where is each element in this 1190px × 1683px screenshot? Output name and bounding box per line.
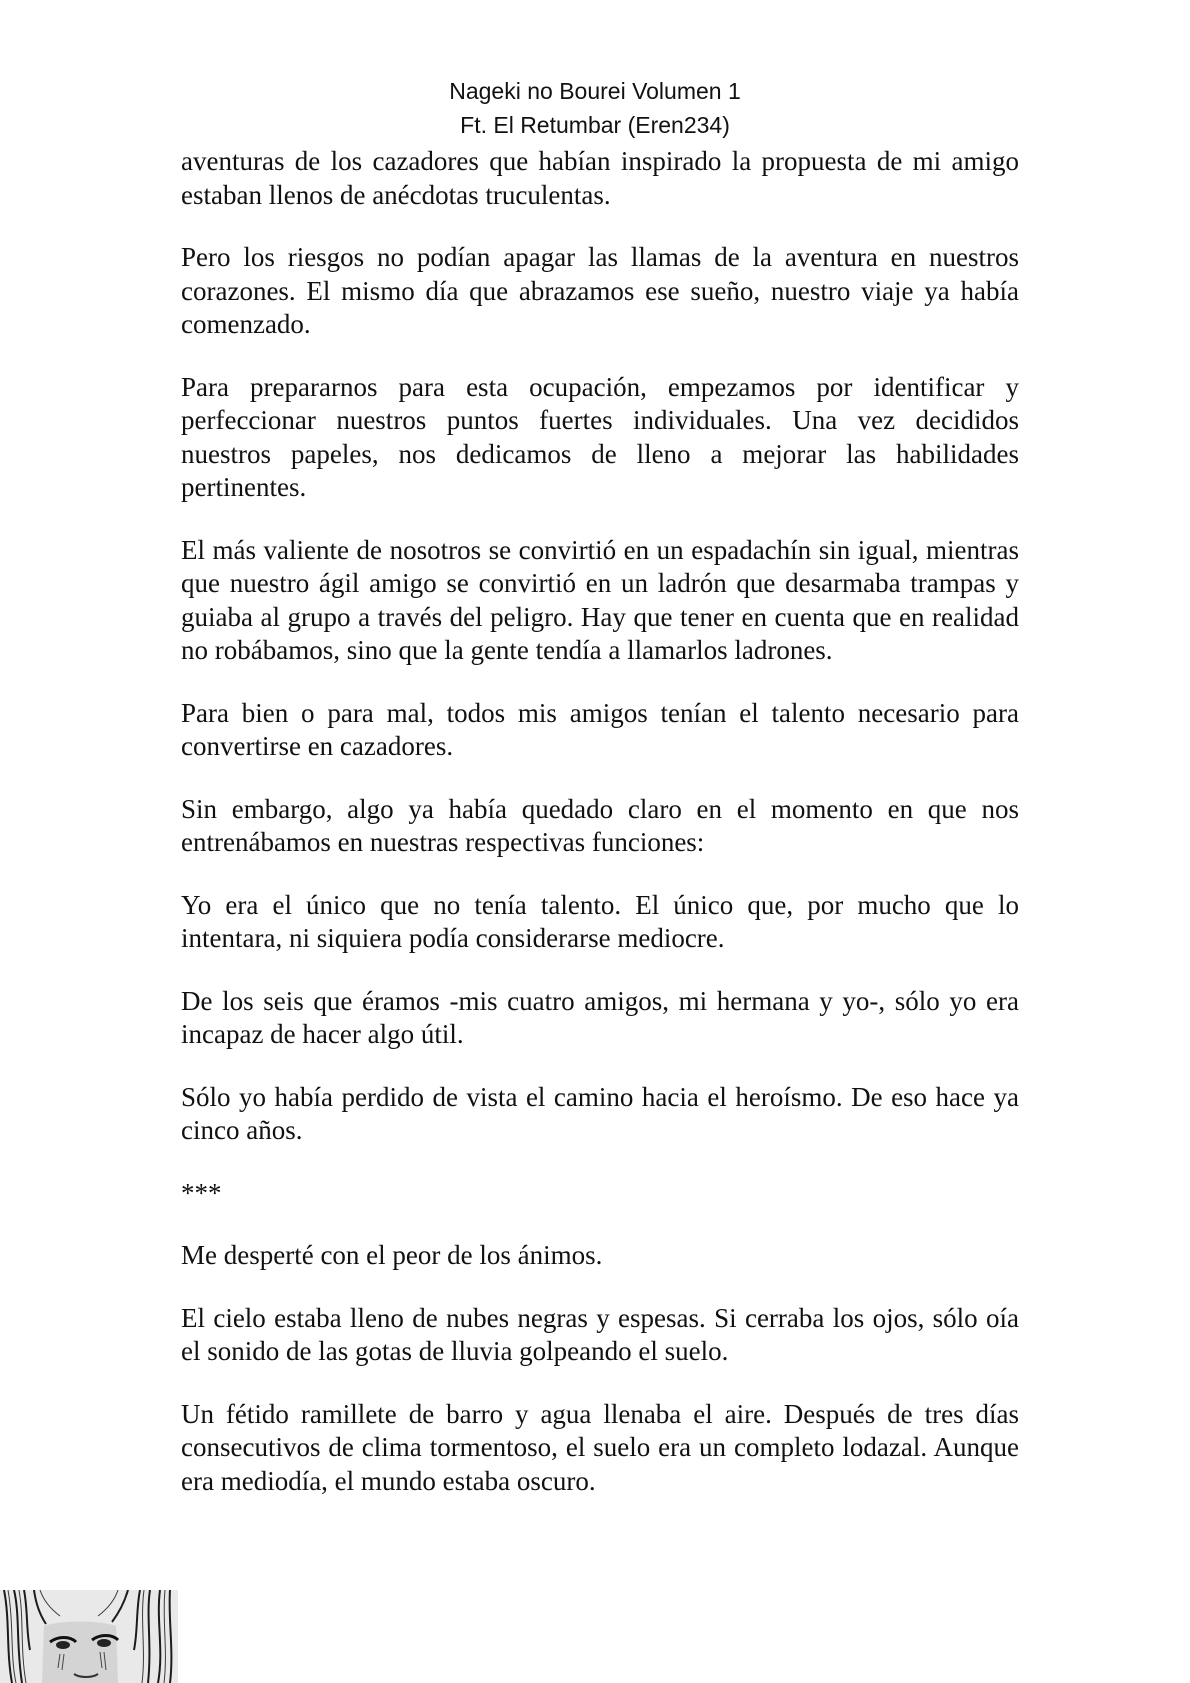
header-title: Nageki no Bourei Volumen 1 [449, 78, 741, 104]
paragraph: El más valiente de nosotros se convirtió en un espadachín sin igual, mientras que nuestro ágil amigo se convirtió en un ladrón que desarmaba trampas y guiaba al grupo a través del peligro. Hay que tener en cuenta que en realidad no robábamos, sino que la gente tendía a llamarlos ladrones. [181, 534, 1019, 665]
paragraph: Para prepararnos para esta ocupación, empezamos por identificar y perfeccionar nuestros puntos fuertes individuales. Una vez decididos nuestros papeles, nos dedicamos de lleno a mejorar las habilidades pertinentes. [181, 371, 1019, 502]
page-header [0, 74, 1190, 142]
header-credit: Ft. El Retumbar (Eren234) [460, 112, 730, 138]
paragraph: Sin embargo, algo ya había quedado claro en el momento en que nos entrenábamos en nuestras respectivas funciones: [181, 793, 1019, 857]
paragraph: De los seis que éramos -mis cuatro amigos, mi hermana y yo-, sólo yo era incapaz de hacer algo útil. [181, 985, 1019, 1049]
chapter-body [181, 145, 1019, 1527]
paragraph: Yo era el único que no tenía talento. El único que, por mucho que lo intentara, ni siquiera podía considerarse mediocre. [181, 889, 1019, 953]
paragraph: aventuras de los cazadores que habían inspirado la propuesta de mi amigo estaban llenos de anécdotas truculentas. [181, 146, 1019, 210]
paragraph: El cielo estaba lleno de nubes negras y espesas. Si cerraba los ojos, sólo oía el sonido de las gotas de lluvia golpeando el suelo. [181, 1302, 1019, 1366]
paragraph: Un fétido ramillete de barro y agua llenaba el aire. Después de tres días consecutivos de clima tormentoso, el suelo era un completo lodazal. Aunque era mediodía, el mundo estaba oscuro. [181, 1398, 1019, 1496]
scene-break: *** [181, 1177, 222, 1208]
paragraph: Sólo yo había perdido de vista el camino hacia el heroísmo. De eso hace ya cinco años. [181, 1081, 1019, 1145]
paragraph: Me desperté con el peor de los ánimos. [181, 1240, 603, 1270]
paragraph: Pero los riesgos no podían apagar las llamas de la aventura en nuestros corazones. El mismo día que abrazamos ese sueño, nuestro viaje ya había comenzado. [181, 242, 1019, 339]
paragraph: Para bien o para mal, todos mis amigos tenían el talento necesario para convertirse en cazadores. [181, 697, 1019, 761]
character-portrait-illustration [0, 1590, 178, 1683]
